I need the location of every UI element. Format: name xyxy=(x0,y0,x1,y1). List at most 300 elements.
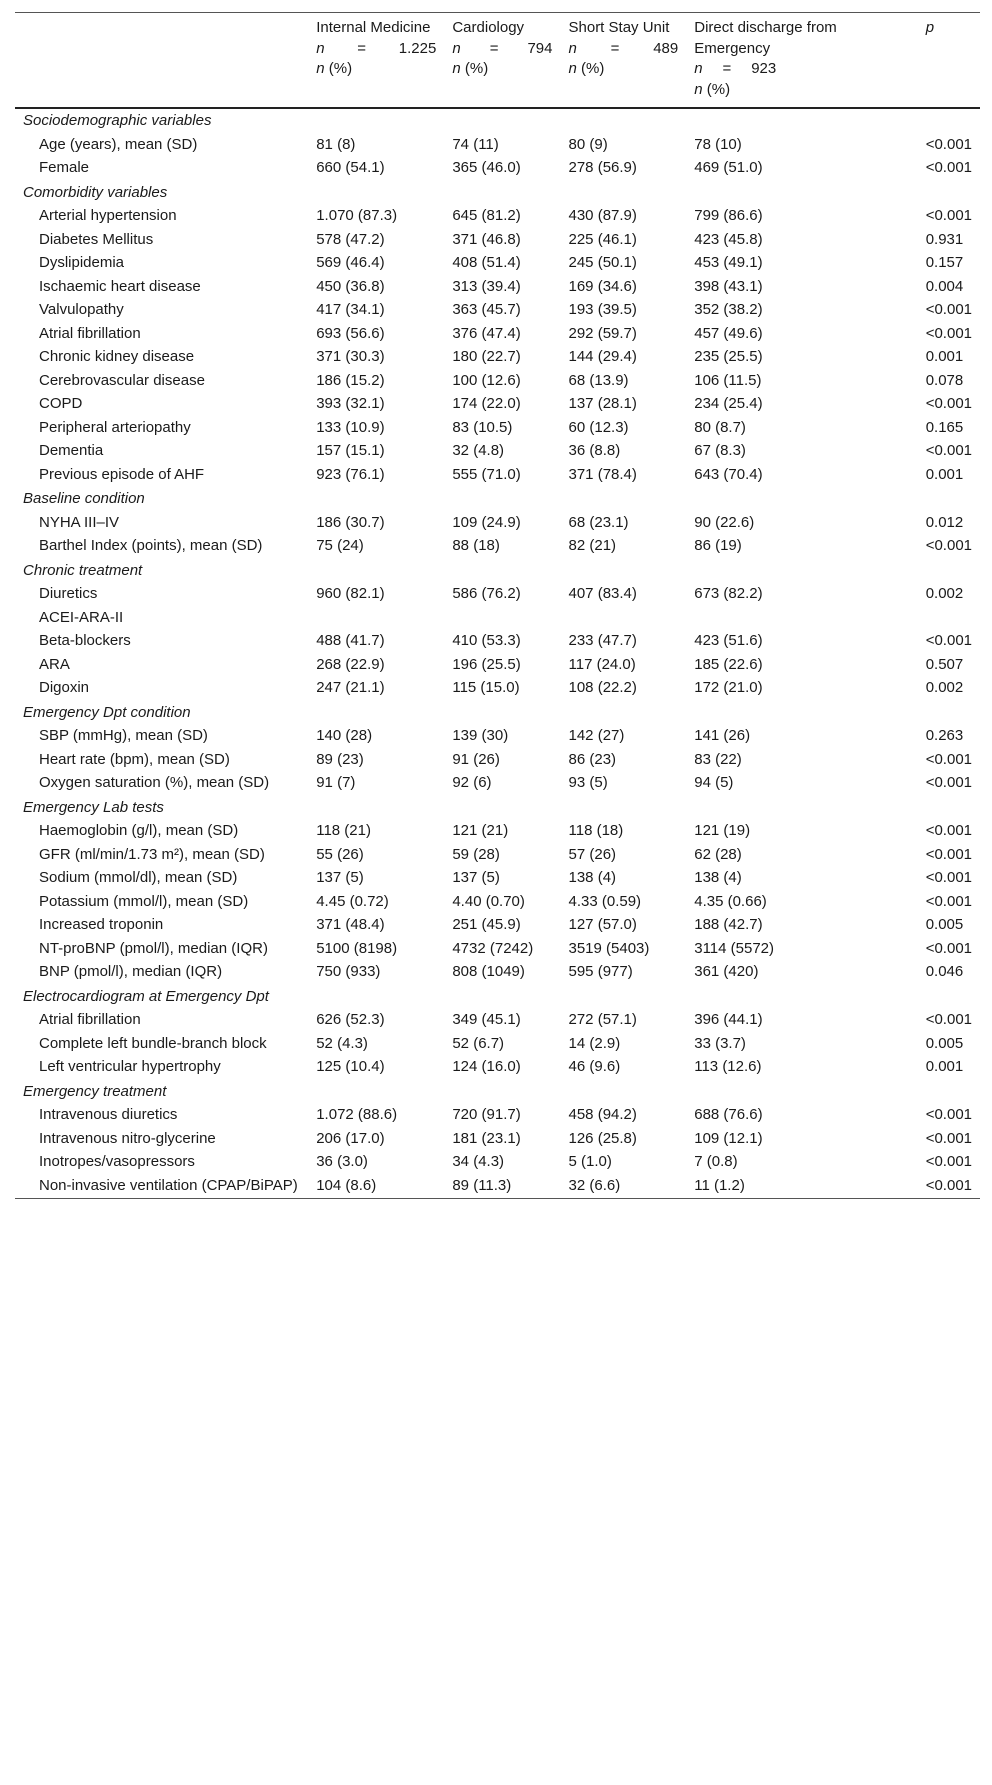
value-cell: 396 (44.1) xyxy=(694,1011,763,1028)
header-cardiology xyxy=(444,13,560,109)
characteristics-table xyxy=(15,12,980,1199)
value-cell: 92 (6) xyxy=(452,774,492,791)
table-row xyxy=(15,583,980,607)
table-row xyxy=(15,323,980,347)
value-cell: 32 (6.6) xyxy=(568,1176,621,1194)
value-cell: 109 (12.1) xyxy=(694,1129,763,1147)
p-value-cell: <0.001 xyxy=(925,442,972,459)
value-cell: 81 (8) xyxy=(316,135,356,153)
value-cell: 186 (30.7) xyxy=(316,513,385,531)
value-cell: 626 (52.3) xyxy=(316,1011,385,1028)
row-label: Potassium (mmol/l), mean (SD) xyxy=(39,892,249,910)
value-cell: 78 (10) xyxy=(694,135,742,153)
row-label: NYHA III–IV xyxy=(39,513,120,531)
p-value-cell: 0.005 xyxy=(925,1034,964,1052)
section-header-row xyxy=(15,108,980,134)
value-cell: 91 (26) xyxy=(452,750,500,768)
p-value-cell: 0.001 xyxy=(925,348,964,365)
p-value-cell: 0.165 xyxy=(925,418,964,436)
section-header-row xyxy=(15,487,980,512)
value-cell: 46 (9.6) xyxy=(568,1058,621,1075)
value-cell: 363 (45.7) xyxy=(452,301,521,318)
value-cell: 750 (933) xyxy=(316,963,381,980)
section-title: Emergency treatment xyxy=(23,1082,167,1100)
p-value-cell: <0.001 xyxy=(925,845,972,863)
p-value-cell: <0.001 xyxy=(925,537,972,554)
p-value-cell: <0.001 xyxy=(925,939,972,957)
value-cell: 720 (91.7) xyxy=(452,1106,521,1123)
value-cell: 80 (9) xyxy=(568,135,608,153)
value-cell: 68 (23.1) xyxy=(568,513,629,531)
value-cell: 94 (5) xyxy=(694,774,734,791)
header-n-value: 794 xyxy=(527,39,553,57)
value-cell: 104 (8.6) xyxy=(316,1176,377,1194)
row-label: ARA xyxy=(39,655,70,673)
row-label: Sodium (mmol/dl), mean (SD) xyxy=(39,869,238,886)
value-cell: 172 (21.0) xyxy=(694,679,763,696)
value-cell: 180 (22.7) xyxy=(452,348,521,365)
table-row xyxy=(15,512,980,536)
p-value-cell: <0.001 xyxy=(925,135,972,153)
value-cell: 86 (23) xyxy=(568,750,617,768)
value-cell: 313 (39.4) xyxy=(452,277,521,295)
value-cell: 137 (5) xyxy=(452,869,500,886)
value-cell: 14 (2.9) xyxy=(568,1034,621,1052)
row-label: ACEI-ARA-II xyxy=(39,608,124,626)
p-value-cell: 0.001 xyxy=(925,465,964,483)
header-n-row xyxy=(452,39,552,60)
p-value-cell: <0.001 xyxy=(925,207,972,224)
section-title: Sociodemographic variables xyxy=(23,112,212,129)
table-row xyxy=(15,725,980,749)
table-row xyxy=(15,370,980,394)
row-label: Oxygen saturation (%), mean (SD) xyxy=(39,774,270,791)
p-value-cell: 0.004 xyxy=(925,277,964,295)
value-cell: 59 (28) xyxy=(452,845,500,863)
table-row xyxy=(15,393,980,417)
value-cell: 83 (22) xyxy=(694,750,742,768)
row-label: Previous episode of AHF xyxy=(39,465,205,483)
value-cell: 272 (57.1) xyxy=(568,1011,637,1028)
value-cell: 121 (21) xyxy=(452,822,509,839)
p-value-cell: 0.001 xyxy=(925,1058,964,1075)
value-cell: 113 (12.6) xyxy=(694,1058,762,1075)
value-cell: 106 (11.5) xyxy=(694,371,762,389)
table-row xyxy=(15,252,980,276)
header-unit: n (%) xyxy=(694,80,731,98)
value-cell: 660 (54.1) xyxy=(316,159,385,176)
row-label: BNP (pmol/l), median (IQR) xyxy=(39,963,223,980)
value-cell: 138 (4) xyxy=(568,869,617,886)
value-cell: 89 (23) xyxy=(316,750,364,768)
row-label: Arterial hypertension xyxy=(39,207,177,224)
value-cell xyxy=(444,607,560,631)
table-row xyxy=(15,417,980,441)
header-empty-cell xyxy=(15,13,308,109)
row-label: Age (years), mean (SD) xyxy=(39,135,198,153)
value-cell: 108 (22.2) xyxy=(568,679,637,696)
value-cell: 60 (12.3) xyxy=(568,418,629,436)
p-value-cell: <0.001 xyxy=(925,774,972,791)
header-n-row xyxy=(694,59,776,80)
value-cell: 233 (47.7) xyxy=(568,632,637,649)
value-cell: 417 (34.1) xyxy=(316,301,385,318)
p-value-cell: <0.001 xyxy=(925,1106,972,1123)
value-cell: 586 (76.2) xyxy=(452,585,521,602)
row-label: Cerebrovascular disease xyxy=(39,371,205,389)
row-label: NT-proBNP (pmol/l), median (IQR) xyxy=(39,939,268,957)
value-cell: 137 (5) xyxy=(316,869,364,886)
header-n-row xyxy=(316,39,436,60)
value-cell xyxy=(686,607,917,631)
value-cell: 118 (18) xyxy=(568,822,624,839)
table-row xyxy=(15,607,980,631)
value-cell: 4.45 (0.72) xyxy=(316,892,389,910)
value-cell: 7 (0.8) xyxy=(694,1153,738,1170)
value-cell: 3114 (5572) xyxy=(694,939,775,957)
p-value-cell: <0.001 xyxy=(925,869,972,886)
value-cell: 88 (18) xyxy=(452,537,500,554)
row-label: Complete left bundle-branch block xyxy=(39,1034,267,1052)
table-row xyxy=(15,346,980,370)
value-cell: 57 (26) xyxy=(568,845,617,863)
value-cell: 196 (25.5) xyxy=(452,655,521,673)
value-cell: 808 (1049) xyxy=(452,963,525,980)
table-row xyxy=(15,1175,980,1199)
value-cell: 555 (71.0) xyxy=(452,465,521,483)
row-label: SBP (mmHg), mean (SD) xyxy=(39,727,208,744)
table-row xyxy=(15,1033,980,1057)
value-cell: 408 (51.4) xyxy=(452,254,521,271)
value-cell: 247 (21.1) xyxy=(316,679,385,696)
table-row xyxy=(15,464,980,488)
value-cell: 1.072 (88.6) xyxy=(316,1106,398,1123)
value-cell: 643 (70.4) xyxy=(694,465,763,483)
p-value-cell: <0.001 xyxy=(925,750,972,768)
value-cell: 139 (30) xyxy=(452,727,509,744)
table-row xyxy=(15,1151,980,1175)
header-n-eq: = xyxy=(722,60,732,77)
row-label: Barthel Index (points), mean (SD) xyxy=(39,537,263,554)
value-cell: 457 (49.6) xyxy=(694,324,763,342)
header-col-name: Short Stay Unit xyxy=(568,19,670,36)
p-value-cell: <0.001 xyxy=(925,892,972,910)
value-cell: 181 (23.1) xyxy=(452,1129,521,1147)
p-value-cell: <0.001 xyxy=(925,822,972,839)
value-cell: 371 (78.4) xyxy=(568,465,637,483)
table-row xyxy=(15,749,980,773)
value-cell: 349 (45.1) xyxy=(452,1011,521,1028)
row-label: Intravenous nitro-glycerine xyxy=(39,1129,216,1147)
row-label: Valvulopathy xyxy=(39,301,124,318)
value-cell: 423 (51.6) xyxy=(694,632,763,649)
value-cell: 5100 (8198) xyxy=(316,939,398,957)
p-value-cell: <0.001 xyxy=(925,1011,972,1028)
header-n-row xyxy=(569,39,679,60)
header-n-value: 923 xyxy=(751,60,777,77)
row-label: Haemoglobin (g/l), mean (SD) xyxy=(39,822,239,839)
value-cell: 410 (53.3) xyxy=(452,632,521,649)
section-title: Baseline condition xyxy=(23,490,145,507)
value-cell: 268 (22.9) xyxy=(316,655,385,673)
row-label: Digoxin xyxy=(39,679,90,696)
value-cell: 109 (24.9) xyxy=(452,513,521,531)
table-row xyxy=(15,914,980,938)
table-row xyxy=(15,938,980,962)
value-cell: 52 (4.3) xyxy=(316,1034,368,1052)
row-label: Peripheral arteriopathy xyxy=(39,418,191,436)
table-row xyxy=(15,1056,980,1080)
value-cell: 569 (46.4) xyxy=(316,254,385,271)
value-cell: 11 (1.2) xyxy=(694,1176,745,1194)
row-label: Atrial fibrillation xyxy=(39,324,141,342)
table-row xyxy=(15,867,980,891)
p-value-cell: <0.001 xyxy=(925,301,972,318)
value-cell: 361 (420) xyxy=(694,963,759,980)
value-cell: 75 (24) xyxy=(316,537,364,554)
value-cell: 125 (10.4) xyxy=(316,1058,385,1075)
value-cell: 117 (24.0) xyxy=(568,655,636,673)
header-col-name: Cardiology xyxy=(452,19,525,36)
section-title: Comorbidity variables xyxy=(23,183,168,201)
header-direct-discharge xyxy=(686,13,917,109)
header-p-value xyxy=(918,13,980,109)
header-n-value: 1.225 xyxy=(398,39,437,57)
table-row xyxy=(15,844,980,868)
value-cell: 960 (82.1) xyxy=(316,585,385,602)
header-unit: n (%) xyxy=(568,60,605,77)
value-cell: 186 (15.2) xyxy=(316,371,385,389)
value-cell: 118 (21) xyxy=(316,822,371,839)
row-label: Dementia xyxy=(39,442,104,459)
row-label: Female xyxy=(39,159,90,176)
value-cell: 126 (25.8) xyxy=(568,1129,637,1147)
section-header-row xyxy=(15,181,980,206)
value-cell: 127 (57.0) xyxy=(568,916,637,933)
table-row xyxy=(15,134,980,158)
p-value-cell: 0.046 xyxy=(925,963,964,980)
table-row xyxy=(15,440,980,464)
value-cell: 62 (28) xyxy=(694,845,742,863)
value-cell: 36 (3.0) xyxy=(316,1153,368,1170)
p-value-cell: <0.001 xyxy=(925,324,972,342)
value-cell: 100 (12.6) xyxy=(452,371,521,389)
table-body xyxy=(15,108,980,1199)
value-cell: 141 (26) xyxy=(694,727,751,744)
table-row xyxy=(15,299,980,323)
value-cell: 115 (15.0) xyxy=(452,679,520,696)
value-cell: 393 (32.1) xyxy=(316,395,385,412)
header-short-stay-unit xyxy=(561,13,687,109)
value-cell: 278 (56.9) xyxy=(568,159,637,176)
p-value-cell: 0.263 xyxy=(925,727,964,744)
row-label: Chronic kidney disease xyxy=(39,348,195,365)
value-cell: 595 (977) xyxy=(568,963,633,980)
value-cell: 4.40 (0.70) xyxy=(452,892,525,910)
p-value-cell: 0.157 xyxy=(925,254,964,271)
row-label: GFR (ml/min/1.73 m²), mean (SD) xyxy=(39,845,265,863)
header-unit: n (%) xyxy=(452,60,489,77)
row-label: Atrial fibrillation xyxy=(39,1011,141,1028)
value-cell: 89 (11.3) xyxy=(452,1176,512,1194)
section-header-row xyxy=(15,701,980,726)
value-cell: 133 (10.9) xyxy=(316,418,385,436)
value-cell: 423 (45.8) xyxy=(694,230,763,248)
value-cell: 488 (41.7) xyxy=(316,632,385,649)
value-cell: 923 (76.1) xyxy=(316,465,385,483)
p-value-cell: 0.005 xyxy=(925,916,964,933)
value-cell: 185 (22.6) xyxy=(694,655,763,673)
value-cell: 82 (21) xyxy=(568,537,617,554)
header-unit: n (%) xyxy=(316,60,353,77)
p-value-cell: <0.001 xyxy=(925,159,972,176)
row-label: Non-invasive ventilation (CPAP/BiPAP) xyxy=(39,1176,298,1194)
value-cell: 450 (36.8) xyxy=(316,277,385,295)
value-cell: 4.35 (0.66) xyxy=(694,892,767,910)
value-cell: 188 (42.7) xyxy=(694,916,763,933)
p-value-cell: 0.931 xyxy=(925,230,964,248)
table-row xyxy=(15,630,980,654)
table-row xyxy=(15,654,980,678)
value-cell: 3519 (5403) xyxy=(568,939,650,957)
value-cell: 352 (38.2) xyxy=(694,301,763,318)
header-internal-medicine xyxy=(308,13,444,109)
row-label: Heart rate (bpm), mean (SD) xyxy=(39,750,230,768)
row-label: Dyslipidemia xyxy=(39,254,125,271)
value-cell: 144 (29.4) xyxy=(568,348,637,365)
section-title: Chronic treatment xyxy=(23,561,143,579)
value-cell: 32 (4.8) xyxy=(452,442,505,459)
table-row xyxy=(15,961,980,985)
row-label: Beta-blockers xyxy=(39,632,131,649)
p-value-cell: 0.507 xyxy=(925,655,964,673)
value-cell: 90 (22.6) xyxy=(694,513,755,531)
section-title: Emergency Dpt condition xyxy=(23,703,191,721)
value-cell: 245 (50.1) xyxy=(568,254,637,271)
header-n-label: n xyxy=(568,39,577,57)
table-row xyxy=(15,677,980,701)
table-row xyxy=(15,820,980,844)
p-value-cell xyxy=(918,607,980,631)
table-row xyxy=(15,1009,980,1033)
row-label: Intravenous diuretics xyxy=(39,1106,178,1123)
value-cell: 68 (13.9) xyxy=(568,371,629,389)
row-label: Left ventricular hypertrophy xyxy=(39,1058,221,1075)
section-header-row xyxy=(15,985,980,1010)
value-cell: 33 (3.7) xyxy=(694,1034,746,1052)
value-cell: 234 (25.4) xyxy=(694,395,763,412)
value-cell: 371 (46.8) xyxy=(452,230,521,248)
value-cell: 52 (6.7) xyxy=(452,1034,505,1052)
value-cell: 673 (82.2) xyxy=(694,585,763,602)
value-cell: 458 (94.2) xyxy=(568,1106,637,1123)
header-p-label: p xyxy=(925,19,935,36)
p-value-cell: <0.001 xyxy=(925,1129,972,1147)
value-cell xyxy=(308,607,444,631)
header-row xyxy=(15,13,980,109)
value-cell: 371 (30.3) xyxy=(316,348,385,365)
p-value-cell: <0.001 xyxy=(925,632,972,649)
value-cell: 157 (15.1) xyxy=(316,442,385,459)
table-row xyxy=(15,205,980,229)
table-row xyxy=(15,157,980,181)
row-label: Diuretics xyxy=(39,585,98,602)
value-cell: 74 (11) xyxy=(452,135,499,153)
value-cell: 67 (8.3) xyxy=(694,442,746,459)
value-cell: 693 (56.6) xyxy=(316,324,385,342)
header-n-eq: = xyxy=(357,39,367,57)
section-header-row xyxy=(15,796,980,821)
value-cell: 398 (43.1) xyxy=(694,277,763,295)
table-row xyxy=(15,772,980,796)
value-cell xyxy=(561,607,687,631)
section-header-row xyxy=(15,1080,980,1105)
value-cell: 121 (19) xyxy=(694,822,751,839)
value-cell: 407 (83.4) xyxy=(568,585,637,602)
row-label: Diabetes Mellitus xyxy=(39,230,154,248)
value-cell: 251 (45.9) xyxy=(452,916,521,933)
row-label: Increased troponin xyxy=(39,916,164,933)
section-title: Electrocardiogram at Emergency Dpt xyxy=(23,987,269,1005)
value-cell: 453 (49.1) xyxy=(694,254,763,271)
value-cell: 235 (25.5) xyxy=(694,348,763,365)
table-row xyxy=(15,891,980,915)
header-n-label: n xyxy=(452,39,461,57)
table-row xyxy=(15,1128,980,1152)
value-cell: 193 (39.5) xyxy=(568,301,637,318)
value-cell: 5 (1.0) xyxy=(568,1153,612,1170)
value-cell: 225 (46.1) xyxy=(568,230,637,248)
value-cell: 91 (7) xyxy=(316,774,356,791)
p-value-cell: <0.001 xyxy=(925,395,972,412)
value-cell: 140 (28) xyxy=(316,727,373,744)
section-title: Emergency Lab tests xyxy=(23,798,164,816)
p-value-cell: <0.001 xyxy=(925,1153,972,1170)
value-cell: 142 (27) xyxy=(568,727,625,744)
value-cell: 799 (86.6) xyxy=(694,207,763,224)
value-cell: 645 (81.2) xyxy=(452,207,521,224)
value-cell: 80 (8.7) xyxy=(694,418,746,436)
p-value-cell: 0.078 xyxy=(925,371,964,389)
value-cell: 688 (76.6) xyxy=(694,1106,763,1123)
value-cell: 430 (87.9) xyxy=(568,207,637,224)
row-label: COPD xyxy=(39,395,83,412)
header-col-name: Direct discharge from Emergency xyxy=(694,19,837,57)
header-col-name: Internal Medicine xyxy=(316,19,431,36)
value-cell: 93 (5) xyxy=(568,774,608,791)
table-header xyxy=(15,13,980,109)
table-row xyxy=(15,1104,980,1128)
value-cell: 469 (51.0) xyxy=(694,159,763,176)
header-n-eq: = xyxy=(610,39,620,57)
value-cell: 578 (47.2) xyxy=(316,230,385,248)
header-n-eq: = xyxy=(489,39,499,57)
value-cell: 365 (46.0) xyxy=(452,159,521,176)
p-value-cell: 0.002 xyxy=(925,679,964,696)
section-header-row xyxy=(15,559,980,584)
value-cell: 86 (19) xyxy=(694,537,742,554)
value-cell: 4.33 (0.59) xyxy=(568,892,642,910)
header-n-value: 489 xyxy=(653,39,679,57)
row-label: Inotropes/vasopressors xyxy=(39,1153,195,1170)
value-cell: 206 (17.0) xyxy=(316,1129,385,1147)
header-n-label: n xyxy=(316,39,325,57)
p-value-cell: <0.001 xyxy=(925,1176,972,1194)
value-cell: 137 (28.1) xyxy=(568,395,637,412)
p-value-cell: 0.012 xyxy=(925,513,964,531)
table-row xyxy=(15,229,980,253)
value-cell: 1.070 (87.3) xyxy=(316,207,398,224)
